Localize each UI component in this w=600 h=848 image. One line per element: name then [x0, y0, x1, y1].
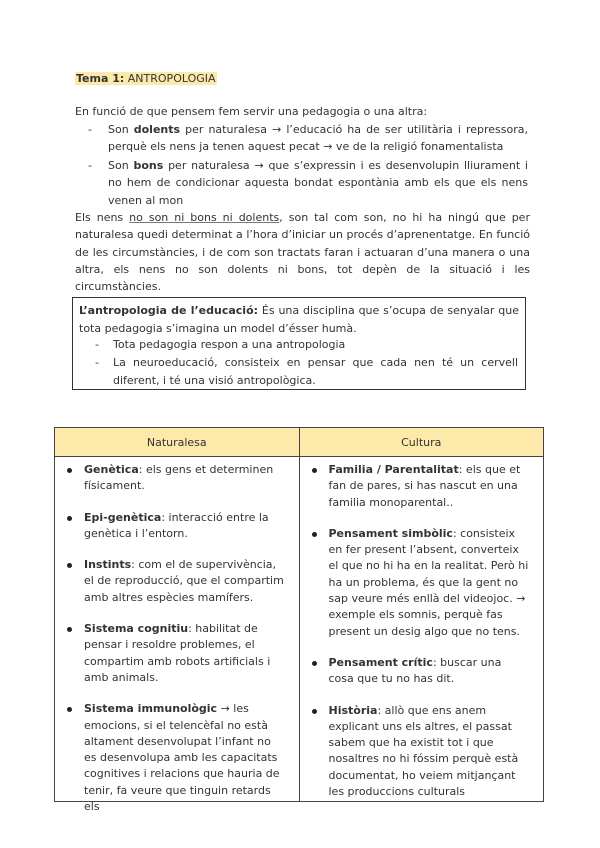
title-name: ANTROPOLOGIA	[127, 72, 216, 85]
header-naturalesa: Naturalesa	[55, 428, 300, 457]
list-item: Epi-genètica: interacció entre la genètica i l’entorn.	[84, 510, 284, 543]
list-item: - Son dolents per naturalesa → l’educació ha de ser utilitària i repressora, perquè els nens ja tenen aquest pecat → ve de la religió fonamentalista	[108, 121, 528, 156]
paragraph: Els nens no son ni bons ni dolents, son tal com son, no hi ha ningú que per naturalesa quedi determinat a l’hora d’iniciar un procés d’aprenentatge. En funció de les circumstàncies, i de com son tractats faran i actuaran d’una manera o una altra, els nens no son dolents ni bons, tot depèn de la situació i les circumstàncies.	[75, 211, 530, 294]
list-item: - La neuroeducació, consisteix en pensar que cada nen té un cervell diferent, i té una visió antropològica.	[113, 354, 518, 389]
column-cultura	[299, 457, 544, 802]
definition-box: L’antropologia de l’educació: És una disciplina que s’ocupa de senyalar que tota pedagogia s’imagina un model d’ésser humà. - Tota pedagogia respon a una antropologia - La neuroeducació, consisteix en pensar que cada nen té un cervell diferent, i té una visió antropològica.	[72, 297, 526, 390]
list-item: - Son bons per naturalesa → que s’expressin i es desenvolupin lliurament i no hem de condicionar aquesta bondat espontània amb els que els nens venen al mon	[108, 157, 528, 209]
list-item: Sistema cognitiu: habilitat de pensar i resoldre problemes, el compartim amb robots artificials i amb animals.	[84, 621, 284, 686]
box-lead: L’antropologia de l’educació:	[79, 304, 259, 317]
list-item: Pensament simbòlic: consisteix en fer present l’absent, converteix el que no hi ha en la realitat. Però hi ha un problema, és que la gent no sap veure més enllà del videojoc. → exemple els somnis, perquè fas present un desig algo que no tens.	[329, 526, 529, 640]
list-item: Genètica: els gens et determinen físicament.	[84, 462, 284, 495]
list-item: Sistema immunològic → les emocions, si el telencèfal no està altament desenvolupat l’infant no es desenvolupa amb les capacitats cognitives i relacions que hauria de tenir, fa veure que tinguin retards els	[84, 701, 284, 815]
intro-text: En funció de que pensem fem servir una pedagogia o una altra:	[75, 105, 428, 118]
comparison-table	[54, 427, 544, 814]
list-item: Pensament crític: buscar una cosa que tu no has dit.	[329, 655, 529, 688]
list-item: Instints: com el de supervivència, el de reproducció, que el compartim amb altres espècies mamífers.	[84, 557, 284, 606]
list-item: - Tota pedagogia respon a una antropologia	[113, 336, 518, 354]
header-cultura: Cultura	[299, 428, 544, 457]
page-title: Tema 1: ANTROPOLOGIA	[76, 72, 216, 85]
list-item: Familia / Parentalitat: els que et fan de pares, si has nascut en una familia monoparental..	[329, 462, 529, 511]
column-naturalesa	[55, 457, 300, 814]
list-item: Història: allò que ens anem explicant uns els altres, el passat sabem que ha existit tot i que nosaltres no hi fóssim perquè està documentat, ho veiem mitjançant les produccions culturals	[329, 703, 529, 801]
